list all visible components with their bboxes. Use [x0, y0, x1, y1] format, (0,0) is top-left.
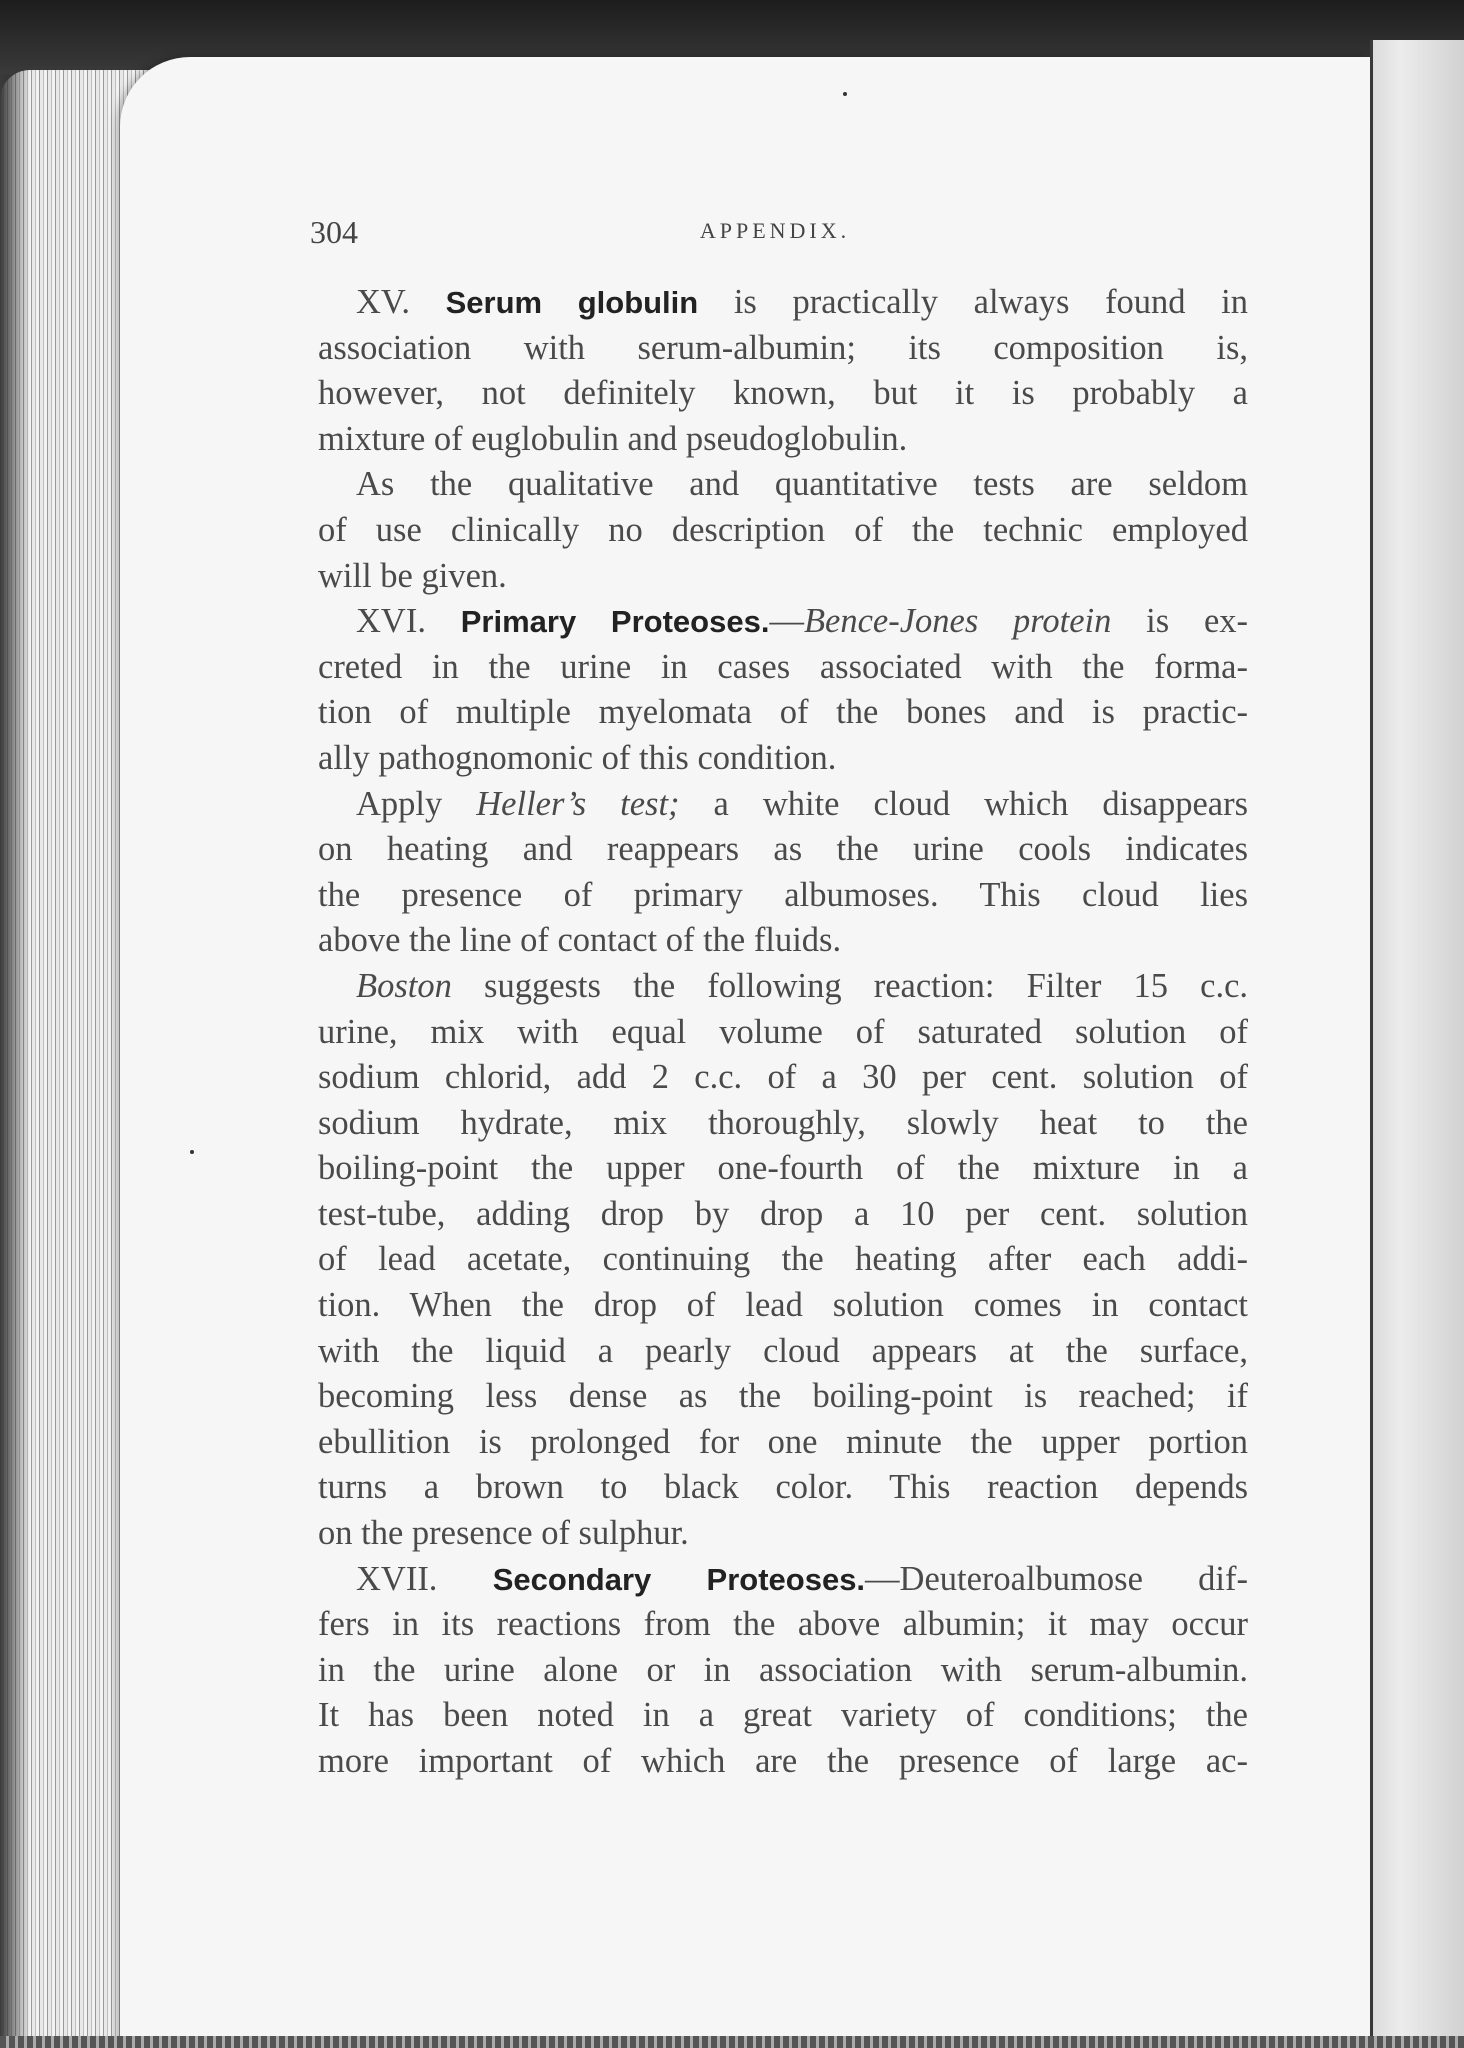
text-line: association with serum-albumin; its composition is,: [318, 328, 1248, 367]
text-line: It has been noted in a great variety of conditions; the: [318, 1696, 1248, 1735]
text-line: of lead acetate, continuing the heating after each addi-: [318, 1240, 1248, 1279]
binding-shadow: [0, 70, 30, 2048]
speck: [190, 1150, 194, 1154]
text-line: however, not definitely known, but it is probably a: [318, 374, 1248, 413]
page-header: [310, 214, 1240, 254]
text-line: XVII. Secondary Proteoses.—Deuteroalbumose dif-: [356, 1559, 1248, 1598]
text-line: sodium chlorid, add 2 c.c. of a 30 per cent. solution of: [318, 1058, 1248, 1097]
text-line: ally pathognomonic of this condition.: [318, 738, 837, 777]
section-term: Serum globulin: [445, 285, 699, 320]
text-line: more important of which are the presence of large ac-: [318, 1742, 1248, 1780]
text-line: boiling-point the upper one-fourth of the mixture in a: [318, 1149, 1248, 1188]
text-line: with the liquid a pearly cloud appears at the surface,: [318, 1331, 1248, 1370]
text-line: creted in the urine in cases associated with the forma-: [318, 647, 1248, 686]
text-line: fers in its reactions from the above albumin; it may occur: [318, 1605, 1248, 1644]
text-line: on the presence of sulphur.: [318, 1514, 689, 1553]
section-number: XVII.: [356, 1559, 438, 1598]
text-line: in the urine alone or in association with serum-albumin.: [318, 1650, 1248, 1689]
section-term: Primary Proteoses.: [460, 604, 770, 640]
text-line: XVI. Primary Proteoses.—Bence-Jones protein is ex-: [356, 602, 1248, 641]
text-line: will be given.: [318, 556, 507, 595]
body-text: [318, 280, 1248, 1785]
text-line: sodium hydrate, mix thoroughly, slowly heat to the: [318, 1103, 1248, 1142]
page-number: 304: [310, 214, 358, 250]
text-line: ebullition is prolonged for one minute the upper portion: [318, 1422, 1248, 1461]
text-line: XV. Serum globulin is practically always found in: [356, 283, 1248, 321]
text-line: test-tube, adding drop by drop a 10 per cent. solution: [318, 1194, 1248, 1233]
running-head: APPENDIX.: [699, 218, 851, 243]
text-line: Apply Heller’s test; a white cloud which disappears: [356, 784, 1248, 823]
section-number: XV.: [356, 283, 411, 321]
section-term: Secondary Proteoses.: [492, 1561, 866, 1597]
text-line: urine, mix with equal volume of saturated solution of: [318, 1012, 1248, 1051]
speck: [843, 92, 847, 96]
text-line: above the line of contact of the fluids.: [318, 921, 842, 960]
text-line: Boston suggests the following reaction: Filter 15 c.c.: [356, 966, 1248, 1005]
text-line: tion. When the drop of lead solution comes in contact: [318, 1286, 1248, 1325]
bottom-edge: [0, 2036, 1464, 2048]
text-line: mixture of euglobulin and pseudoglobulin.: [318, 419, 908, 458]
text-line: tion of multiple myelomata of the bones and is practic-: [318, 693, 1248, 732]
text-line: the presence of primary albumoses. This cloud lies: [318, 875, 1248, 914]
text-line: As the qualitative and quantitative tests are seldom: [356, 465, 1248, 504]
text-line: turns a brown to black color. This reaction depends: [318, 1468, 1248, 1507]
section-number: XVI.: [356, 602, 426, 641]
text-line: on heating and reappears as the urine cools indicates: [318, 830, 1248, 869]
text-line: of use clinically no description of the technic employed: [318, 510, 1248, 549]
text-line: becoming less dense as the boiling-point is reached; if: [318, 1377, 1248, 1416]
facing-page-edge: [1370, 40, 1464, 2048]
